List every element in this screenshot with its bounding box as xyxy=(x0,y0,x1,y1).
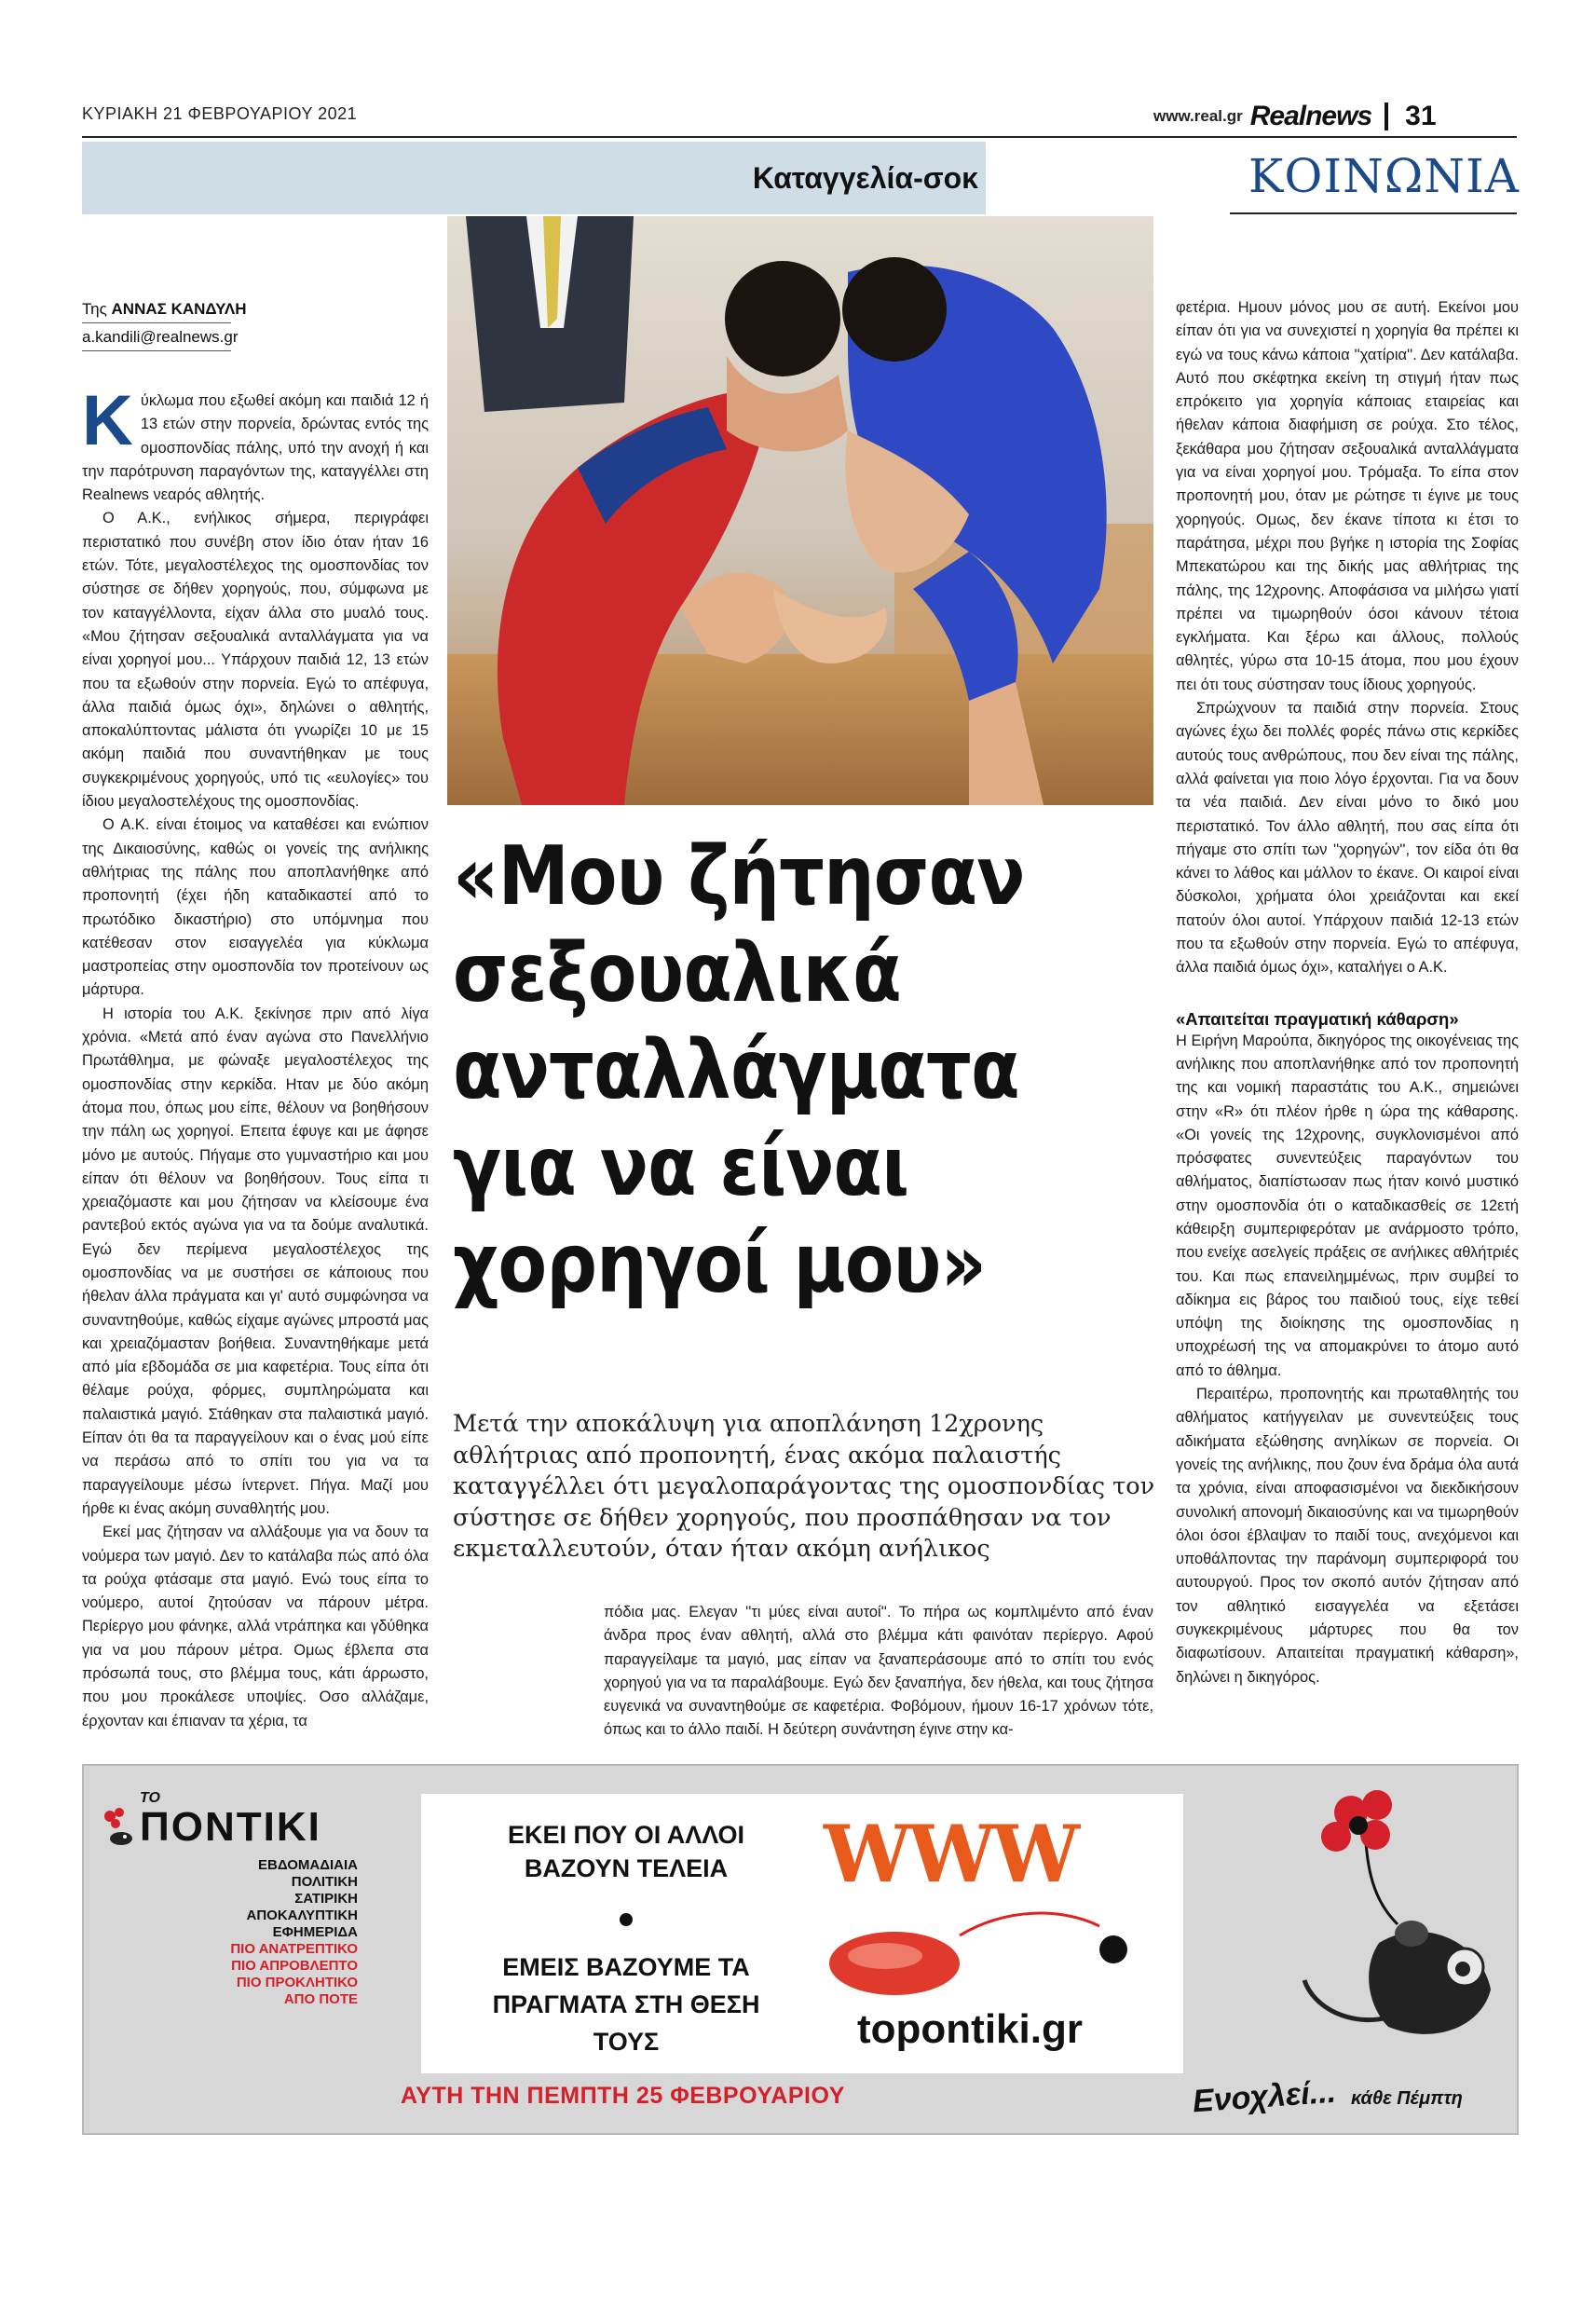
masthead-right xyxy=(1153,101,1437,132)
pontiki-advertisement[interactable] xyxy=(82,1764,1519,2135)
ad-tagline-thursday: κάθε Πέμπτη xyxy=(1351,2088,1463,2109)
ad-tagline-line: ΣΑΤΙΡΙΚΗ xyxy=(294,1891,358,1907)
ad-tagline-line: ΕΦΗΜΕΡΙΔΑ xyxy=(272,1924,358,1940)
article-column-3 xyxy=(1176,296,1519,1689)
ad-tagline-line: ΕΒΔΟΜΑΔΙΑΙΑ xyxy=(258,1857,358,1873)
ad-site[interactable]: topontiki.gr xyxy=(857,2006,1083,2052)
ad-slogan-2: ΕΜΕΙΣ ΒΑΖΟΥΜΕ ΤΑ ΠΡΑΓΜΑΤΑ ΣΤΗ ΘΕΣΗ ΤΟΥΣ xyxy=(492,1953,760,2056)
pontiki-mascot-icon xyxy=(1211,1785,1509,2064)
lead-paragraph xyxy=(82,381,429,507)
mouse-icon xyxy=(820,1898,1174,2010)
paragraph: Ο Α.Κ., ενήλικος σήμερα, περιγράφει περιστατικό που συνέβη στον ίδιο όταν ήταν 16 ετών. Τότε, μεγαλοστέλεχος της ομοσπονδίας τον σύστησε σε δήθεν χορηγούς, που, σύμφωνα με τον καταγγέλλοντα, είχαν άλλα στο μυαλό τους. «Μου ζήτησαν σεξουαλικά ανταλλάγματα για να είναι χορηγοί μου... Υπάρχουν παιδιά 12, 13 ετών που τα εξωθούν στην πορνεία. Εγώ το απέφυγα, άλλα παιδιά όμως όχι», δηλώνει ο αθλητής, αποκαλύπτοντας μάλιστα ότι γνωρίζει 10 με 15 ακόμη παιδιά που συναντήθηκαν με τους συγκεκριμένους χορηγούς, υπό τις «ευλογίες» του ίδιου μεγαλοστελέχους της ομοσπονδίας. xyxy=(82,510,429,811)
ad-dot-icon xyxy=(620,1913,633,1926)
headline: «Μου ζήτησαν σεξουαλικά ανταλλάγματα για να είναι χορηγοί μου» xyxy=(453,828,1025,1311)
site-url[interactable]: www.real.gr xyxy=(1153,107,1243,125)
section-title: ΚΟΙΝΩΝΙΑ xyxy=(1248,149,1520,203)
byline-author: ΑΝΝΑΣ ΚΑΝΔΥΛΗ xyxy=(111,300,247,318)
byline xyxy=(82,300,246,319)
ad-slogan-panel xyxy=(421,1794,831,2073)
deck: Μετά την αποκάλυψη για αποπλάνηση 12χρονης αθλήτριας από προπονητή, ένας ακόμα παλαιστής καταγγέλλει ότι μεγαλοπαράγοντας της ομοσπονδίας τον σύστησε σε δήθεν χορηγούς, που προσπάθησαν να τον εκμεταλλευτούν, όταν ήταν ακόμη ανήλικος xyxy=(453,1410,1155,1563)
wrestlers-photo xyxy=(447,216,1153,805)
paragraph: φετέρια. Ημουν μόνος μου σε αυτή. Εκείνοι μου είπαν ότι για να συνεχιστεί η χορηγία θα πρέπει κι εγώ να τους κάνω κάποια ''χατίρια''. Δεν κατάλαβα. Αυτό που σκέφτηκα εκείνη τη στιγμή ήταν πως επρόκειτο για χορηγία κάποιας εταιρείας και ήθελαν κάποια διαφήμιση σε ρούχα. Στο τέλος, ξεκάθαρα μου ζήτησαν σεξουαλικά ανταλλάγματα για να είναι χορηγοί μου. Τρόμαξα. Το είπα στον προπονητή μου, όταν με ρώτησε τι έγινε με τους χορηγούς. Ομως, δεν έκανε τίποτα κι έτσι το παράτησα, μέχρι που βγήκε η ιστορία της Σοφίας Μπεκατώρου και της δικής μας αθλήτριας της πάλης, της 12χρονης. Αποφάσισα να μιλήσω γιατί πρέπει να τιμωρηθούν όσοι κάνουν τέτοια εγκλήματα. Και ξέρω και άλλους, πολλούς αθλητές, γύρω στα 10-15 άτομα, που μου έχουν πει ότι τους σύστησαν τους ίδιους χορηγούς. xyxy=(1176,299,1519,693)
author-email[interactable]: a.kandili@realnews.gr xyxy=(82,328,239,346)
email-rule xyxy=(82,350,231,351)
ad-tagline-red: ΠΙΟ ΠΡΟΚΛΗΤΙΚΟ xyxy=(236,1975,358,1990)
subheading: «Απαιτείται πραγματική κάθαρση» xyxy=(1176,1008,1459,1029)
header-rule xyxy=(82,136,1517,138)
ad-date-line: ΑΥΤΗ ΤΗΝ ΠΕΜΠΤΗ 25 ΦΕΒΡΟΥΑΡΙΟΥ xyxy=(401,2083,845,2109)
paragraph: Η Ειρήνη Μαρούπα, δικηγόρος της οικογένειας της ανήλικης που αποπλανήθηκε από τον προπονητή της και νομική παραστάτις του Α.Κ., σημειώνει στην «R» ότι πλέον ήρθε η ώρα της κάθαρσης. «Οι γονείς της 12χρονης, συγκλονισμένοι από πρόσφατες συνεντεύξεις παραγόντων του αθλήματος, διαπίστωσαν πως ήταν κοινό μυστικό στην ομοσπονδία ότι ο καταδικασθείς σε 12ετή κάθειρξη συμπεριφερόταν με ανάρμοστο τρόπο, που ενείχε ασελγείς πράξεις σε ανήλικες αθλήτριές του. Και πως επανειλημμένως, πριν συμβεί το αδίκημα εις βάρος του παιδιού τους, είχε τεθεί υπόψη της διοίκησης της ομοσπονδίας η υποχρέωσή της να απομακρύνει το άτομο αυτό από το άθλημα. xyxy=(1176,1032,1519,1379)
ad-logo-block xyxy=(97,1790,404,2008)
paragraph: Εκεί μας ζήτησαν να αλλάξουμε για να δουν τα νούμερα των μαγιό. Δεν το κατάλαβα πώς από όλα τα ρούχα φτάσαμε στα μαγιό. Ενώ τους είπα το νούμερο, αυτοί ζητούσαν να πάρουν μέτρα. Περίεργο μου φάνηκε, αλλά ντράπηκα και γδύθηκα για να μου πάρουν μέτρα. Ομως έβλεπα στα πρόσωπά τους, στο βλέμμα τους, κάτι άρρωστο, που μου προκάλεσε υποψίες. Οσο αλλάζαμε, έρχονταν και έπιαναν τα χέρια, τα xyxy=(82,1524,429,1730)
category-label: Καταγγελία-σοκ xyxy=(752,160,978,195)
ad-logo-big: ΠΟΝΤΙΚΙ xyxy=(140,1804,321,1850)
section-rule xyxy=(1230,212,1517,214)
ad-tagline-line: ΑΠΟΚΑΛΥΠΤΙΚΗ xyxy=(246,1908,358,1923)
ad-tagline xyxy=(97,1857,395,2008)
ad-tagline-annoys: Ενοχλεί... xyxy=(1191,2073,1338,2120)
wrestlers-illustration xyxy=(447,216,1153,805)
ad-www: WWW xyxy=(824,1808,1077,1900)
paragraph: πόδια μας. Ελεγαν ''τι μύες είναι αυτοί''. Το πήρα ως κομπλιμέντο από έναν άνδρα προς έναν αθλητή, αλλά στο βλέμμα κάτι φαινόταν περίεργο. Αφού παραγγείλαμε τα μαγιό, μας είπαν να ξαναπεράσουμε από το σπίτι του ενός χορηγού για να τα παραλάβουμε. Εγώ δεν ξαναπήγα, δεν ήθελα, και τους ζήτησα ευγενικά να συναντηθούμε σε καφετέρια. Φοβόμουν, ήμουν 16-17 χρόνων τότε, όπως και το άλλο παιδί. Η δεύτερη συνάντηση έγινε στην κα- xyxy=(604,1604,1153,1739)
byline-prefix: Της xyxy=(82,300,107,318)
ad-web-panel xyxy=(801,1794,1183,2073)
byline-rule xyxy=(82,322,231,323)
paragraph: Ο Α.Κ. είναι έτοιμος να καταθέσει και ενώπιον της Δικαιοσύνης, καθώς οι γονείς της ανήλικης αθλήτριας της πάλης που αποπλανήθηκε από προπονητή (έχει ήδη καταδικαστεί από το πρωτόδικο δικαστήριο) στο υπόμνημα που κατέθεσαν στον εισαγγελέα για κύκλωμα μαστροπείας στην ομοσπονδία τον προτείνουν ως μάρτυρα. xyxy=(82,816,429,999)
paragraph-text: ύκλωμα που εξωθεί ακόμη και παιδιά 12 ή 13 ετών στην πορνεία, δρώντας εντός της ομοσπονδίας πάλης, υπό την ανοχή ή και την παρότρυνση παραγόντων της, καταγγέλλει στη Realnews νεαρός αθλητής. xyxy=(82,392,429,504)
ad-logo-small: ΤΟ xyxy=(140,1790,160,1806)
page-number: 31 xyxy=(1405,101,1437,131)
paragraph: Σπρώχνουν τα παιδιά στην πορνεία. Στους αγώνες έχω δει πολλές φορές πάνω στις κερκίδες αυτούς τους ανθρώπους, που δεν είναι της πάλης, αλλά φαίνεται για ποιο λόγο έρχονται. Για να δουν τα νέα παιδιά. Δεν είναι μόνο το δικό μου περιστατικό. Τον άλλο αθλητή, που σας είπα ότι πήγαμε στο σπίτι των ''χορηγών'', τον είδα ότι θα κάνει το λάθος και μάλλον το έκανε. Οι καιροί είναι δύσκολοι, χρήματα όλοι χρειάζονται και εκεί πατούν όλοι αυτοί. Υπάρχουν παιδιά 12-13 ετών που τα εξωθούν στην πορνεία. Εγώ το απέφυγα, άλλα παιδιά όμως όχι», καταλήγει ο Α.Κ. xyxy=(1176,700,1519,977)
paragraph: Περαιτέρω, προπονητής και πρωταθλητής του αθλήματος κατήγγειλαν με συνεντεύξεις τους αδικήματα εξώθησης ανηλίκων σε πορνεία. Οι γονείς της ανήλικης, που ζουν ένα δράμα όλα αυτά τα χρόνια, είναι αποφασισμένοι να διεκδικήσουν συνολική απονομή δικαιοσύνης και να τιμωρηθούν όλοι όσοι έβλαψαν το παιδί τους, ανεχόμενοι και υποθάλποντας την παράνομη συμπεριφορά του αυτουργού. Προς τον σκοπό αυτόν ζήτησαν από τον αθλητικό εισαγγελέα να εξετάσει συγκεκριμένους μάρτυρες που θα τον διαφωτίσουν. Απαιτείται πραγματική κάθαρση», δηλώνει η δικηγόρος. xyxy=(1176,1386,1519,1686)
ad-tagline-red: ΠΙΟ ΑΠΡΟΒΛΕΠΤΟ xyxy=(231,1958,358,1974)
paragraph: Η ιστορία του Α.Κ. ξεκίνησε πριν από λίγα χρόνια. «Μετά από έναν αγώνα στο Πανελλήνιο Πρωτάθλημα, με φώναξε μεγαλοστέλεχος της ομοσπονδίας στην κερκίδα. Ηταν με δύο ακόμη άτομα που, όπως μου είπε, θέλουν να βοηθήσουν την πάλη ως χορηγοί. Επειτα έφυγε και με άφησε μόνο με αυτούς. Πήγαμε στο γυμναστήριο και μου είπαν ότι θέλουν να βοηθήσουν. Τους είπα τι χρειαζόμαστε και μου ζήτησαν να κλείσουμε ένα ραντεβού εκτός αγώνα για να τα δούμε αναλυτικά. Εγώ δεν περίμενα μεγαλοστέλεχος της ομοσπονδίας να με συστήσει σε κάποιους που ήθελαν άλλα πράγματα και γι' αυτό συμφώνησα να συναντηθούμε, καθώς είχαμε αγώνες μπροστά μας και χρειαζόμασταν βοήθεια. Συναντηθήκαμε μετά από μία εβδομάδα σε μια καφετέρια. Τους είπα ότι θέλαμε ρούχα, φόρμες, συμπληρώματα και παλαιστικά μαγιό. Στάθηκαν στα παλαιστικά μαγιό. Είπαν ότι θα τα παραγγείλουν και ο ένας μού είπε να περάσω από το σπίτι του για να τα παραγγείλουμε μέσω ίντερνετ. Πήγα. Μαζί μου ήρθε κι ένας ακόμη συναθλητής μου. xyxy=(82,1005,429,1517)
ad-tagline-line: ΠΟΛΙΤΙΚΗ xyxy=(291,1874,358,1890)
article-column-1 xyxy=(82,381,429,1733)
issue-date: ΚΥΡΙΑΚΗ 21 ΦΕΒΡΟΥΑΡΙΟΥ 2021 xyxy=(82,104,358,123)
ad-tagline-red: ΠΙΟ ΑΝΑΤΡΕΠΤΙΚΟ xyxy=(230,1941,358,1957)
flower-icon xyxy=(97,1805,136,1848)
brand-logo: Realnews xyxy=(1249,101,1372,131)
article-column-2 xyxy=(604,1601,1153,1743)
ad-slogan-1: ΕΚΕΙ ΠΟΥ ΟΙ ΑΛΛΟΙ ΒΑΖΟΥΝ ΤΕΛΕΙΑ xyxy=(507,1821,745,1882)
ad-tagline-red: ΑΠΟ ΠΟΤΕ xyxy=(283,1991,358,2007)
drop-cap: Κ xyxy=(82,381,133,460)
header-divider xyxy=(1385,103,1388,130)
